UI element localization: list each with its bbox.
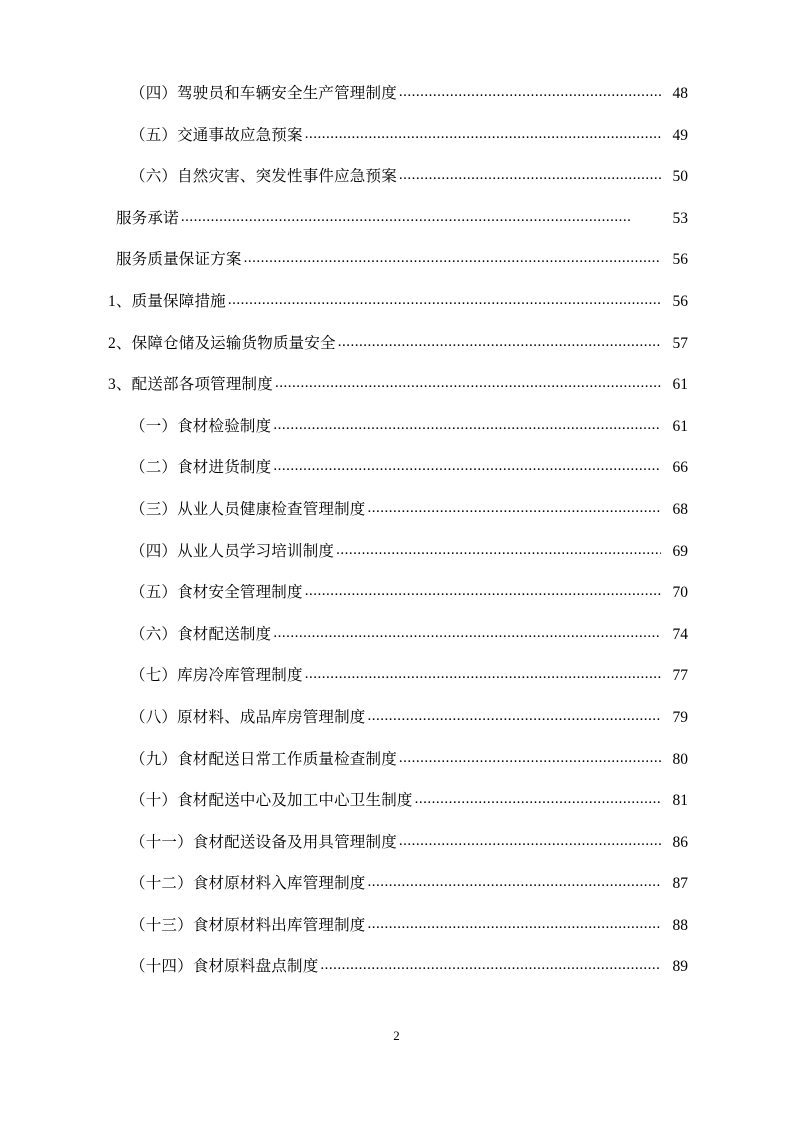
toc-entry-page-number: 48 xyxy=(672,85,688,102)
toc-leader-dots xyxy=(399,834,661,849)
toc-entry[interactable] xyxy=(108,835,688,877)
toc-leader-dots xyxy=(368,917,661,932)
toc-entry-label: （十）食材配送中心及加工中心卫生制度 xyxy=(130,792,413,810)
toc-entry-label: （六）食材配送制度 xyxy=(130,625,272,643)
toc-entry-page-number: 86 xyxy=(672,833,688,851)
toc-entry-label: 服务质量保证方案 xyxy=(116,251,242,269)
toc-leader-dots xyxy=(273,626,661,641)
toc-entry[interactable] xyxy=(108,627,688,669)
toc-entry[interactable] xyxy=(108,252,688,294)
toc-leader-dots xyxy=(273,418,661,433)
toc-leader-dots xyxy=(338,335,661,350)
toc-entry-label: （七）库房冷库管理制度 xyxy=(130,667,303,685)
toc-entry-page-number: 81 xyxy=(672,792,688,810)
toc-entry-page-number: 68 xyxy=(672,500,688,518)
toc-entry-label: （六）自然灾害、突发性事件应急预案 xyxy=(130,168,397,186)
toc-leader-dots xyxy=(320,958,661,973)
toc-entry[interactable] xyxy=(108,752,688,794)
toc-entry-page-number: 49 xyxy=(672,126,688,144)
toc-entry[interactable] xyxy=(108,336,688,378)
toc-entry-page-number: 80 xyxy=(672,750,688,768)
toc-entry-label: （十三）食材原材料出库管理制度 xyxy=(130,916,366,934)
toc-leader-dots xyxy=(368,875,661,890)
toc-leader-dots xyxy=(228,293,661,308)
toc-entry-label: （十一）食材配送设备及用具管理制度 xyxy=(130,833,397,851)
toc-entry-label: （八）原材料、成品库房管理制度 xyxy=(130,708,366,726)
toc-leader-dots xyxy=(399,85,661,100)
toc-entry-label: （九）食材配送日常工作质量检查制度 xyxy=(130,750,397,768)
toc-entry-page-number: 87 xyxy=(672,875,688,893)
toc-leader-dots xyxy=(399,751,661,766)
toc-leader-dots xyxy=(399,168,661,183)
page-number-footer: 2 xyxy=(393,1028,400,1043)
toc-entry-page-number: 66 xyxy=(672,459,688,477)
toc-entry[interactable] xyxy=(108,668,688,710)
toc-entry[interactable] xyxy=(108,419,688,461)
toc-leader-dots xyxy=(305,667,661,682)
toc-entry-page-number: 61 xyxy=(672,376,688,394)
toc-entry-label: 2、保障仓储及运输货物质量安全 xyxy=(108,334,336,352)
toc-entry-label: （五）食材安全管理制度 xyxy=(130,584,303,602)
toc-entry-page-number: 74 xyxy=(672,625,688,643)
toc-leader-dots xyxy=(415,792,661,807)
toc-entry-label: 1、质量保障措施 xyxy=(108,292,226,310)
toc-entry-label: （四）驾驶员和车辆安全生产管理制度 xyxy=(130,85,397,102)
toc-entry-label: （十四）食材原料盘点制度 xyxy=(130,958,319,976)
toc-entry-label: 服务承诺 xyxy=(116,209,179,227)
toc-leader-dots xyxy=(336,543,661,558)
toc-entry-label: （一）食材检验制度 xyxy=(130,417,272,435)
toc-entry-page-number: 79 xyxy=(672,708,688,726)
toc-entry[interactable] xyxy=(108,544,688,586)
toc-entry-page-number: 61 xyxy=(672,417,688,435)
toc-entry-page-number: 70 xyxy=(672,584,688,602)
toc-entry-page-number: 77 xyxy=(672,667,688,685)
toc-leader-dots xyxy=(305,584,661,599)
toc-entry-label: （五）交通事故应急预案 xyxy=(130,126,303,144)
toc-entry[interactable] xyxy=(108,377,688,419)
toc-entry-page-number: 89 xyxy=(672,958,688,976)
toc-leader-dots xyxy=(181,210,661,225)
toc-entry[interactable] xyxy=(108,460,688,502)
toc-leader-dots xyxy=(275,376,661,391)
toc-entry-label: （二）食材进货制度 xyxy=(130,459,272,477)
toc-entry-label: （三）从业人员健康检查管理制度 xyxy=(130,500,366,518)
toc-entry[interactable] xyxy=(108,959,688,1001)
toc-entry[interactable] xyxy=(108,710,688,752)
toc-entry-page-number: 57 xyxy=(672,334,688,352)
toc-entry[interactable] xyxy=(108,128,688,170)
toc-leader-dots xyxy=(244,251,661,266)
toc-entry-page-number: 50 xyxy=(672,168,688,186)
toc-entry-label: （四）从业人员学习培训制度 xyxy=(130,542,335,560)
toc-entry-page-number: 88 xyxy=(672,916,688,934)
toc-entry[interactable] xyxy=(108,211,688,253)
toc-entry-label: （十二）食材原材料入库管理制度 xyxy=(130,875,366,893)
toc-entry-page-number: 53 xyxy=(672,209,688,227)
toc-entry-label: 3、配送部各项管理制度 xyxy=(108,376,273,394)
toc-entry[interactable] xyxy=(108,169,688,211)
toc-entry[interactable] xyxy=(108,86,688,128)
toc-leader-dots xyxy=(368,709,661,724)
table-of-contents xyxy=(108,86,688,1001)
toc-entry[interactable] xyxy=(108,294,688,336)
toc-leader-dots xyxy=(305,127,661,142)
toc-entry-page-number: 56 xyxy=(672,251,688,269)
toc-leader-dots xyxy=(368,501,661,516)
toc-leader-dots xyxy=(273,459,661,474)
toc-entry[interactable] xyxy=(108,502,688,544)
toc-entry[interactable] xyxy=(108,793,688,835)
toc-entry-page-number: 56 xyxy=(672,292,688,310)
toc-entry[interactable] xyxy=(108,918,688,960)
toc-entry[interactable] xyxy=(108,876,688,918)
toc-entry[interactable] xyxy=(108,585,688,627)
toc-entry-page-number: 69 xyxy=(672,542,688,560)
